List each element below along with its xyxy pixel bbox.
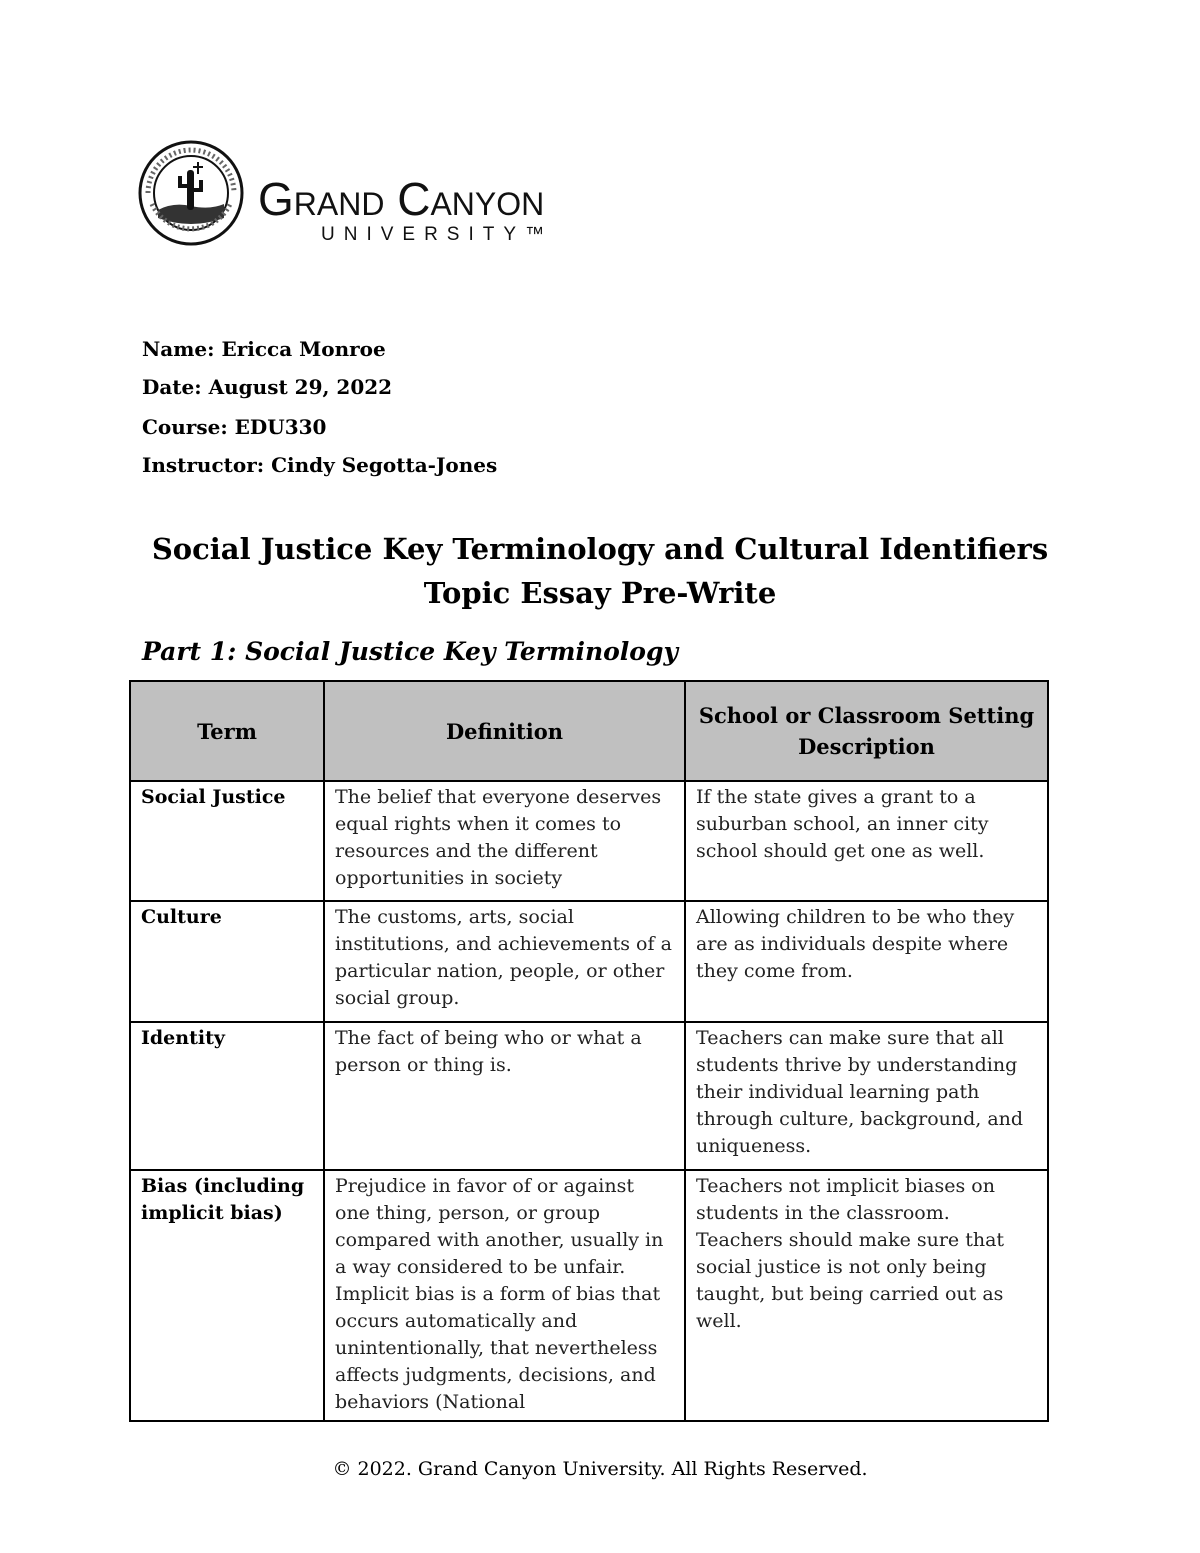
logo-wordmark-line1: Grand Canyon: [258, 173, 545, 225]
course-code: Course: EDU330: [142, 415, 327, 439]
table-header-row: [130, 681, 1048, 781]
copyright-footer: © 2022. Grand Canyon University. All Rights Reserved.: [332, 1458, 868, 1480]
university-seal-icon: [138, 140, 244, 246]
table-row: [130, 781, 1048, 901]
university-logo: [138, 140, 618, 250]
term-cell: Bias (including implicit bias): [130, 1170, 324, 1421]
description-cell: If the state gives a grant to a suburban school, an inner city school should get one as well.: [685, 781, 1048, 901]
submission-date: Date: August 29, 2022: [142, 375, 393, 399]
definition-cell: The customs, arts, social institutions, and achievements of a particular nation, people, or other social group.: [324, 901, 685, 1022]
term-cell: Culture: [130, 901, 324, 1022]
document-title: Social Justice Key Terminology and Cultural Identifiers: [151, 532, 1049, 566]
part1-heading: Part 1: Social Justice Key Terminology: [142, 637, 678, 666]
description-cell: Teachers can make sure that all students thrive by understanding their individual learning path through culture, background, and uniqueness.: [685, 1022, 1048, 1170]
definition-cell: The fact of being who or what a person or thing is.: [324, 1022, 685, 1170]
header-definition: Definition: [324, 681, 685, 781]
terminology-table: [129, 680, 1049, 1422]
term-cell: Identity: [130, 1022, 324, 1170]
description-cell: Allowing children to be who they are as individuals despite where they come from.: [685, 901, 1048, 1022]
instructor-name: Instructor: Cindy Segotta-Jones: [142, 453, 498, 477]
term-cell: Social Justice: [130, 781, 324, 901]
definition-cell: Prejudice in favor of or against one thing, person, or group compared with another, usually in a way considered to be unfair. Implicit bias is a form of bias that occurs automatically and unintentionally, that nevertheless affects judgments, decisions, and behaviors (National: [324, 1170, 685, 1421]
student-name: Name: Ericca Monroe: [142, 337, 386, 361]
description-cell: Teachers not implicit biases on students in the classroom. Teachers should make sure that social justice is not only being taught, but being carried out as well.: [685, 1170, 1048, 1421]
table-row: [130, 901, 1048, 1022]
document-subtitle: Topic Essay Pre-Write: [423, 576, 777, 610]
table-row: [130, 1170, 1048, 1421]
definition-cell: The belief that everyone deserves equal rights when it comes to resources and the different opportunities in society: [324, 781, 685, 901]
table-row: [130, 1022, 1048, 1170]
header-description: School or Classroom Setting Description: [685, 681, 1048, 781]
header-term: Term: [130, 681, 324, 781]
logo-wordmark-line2: UNIVERSITY™: [321, 224, 554, 245]
